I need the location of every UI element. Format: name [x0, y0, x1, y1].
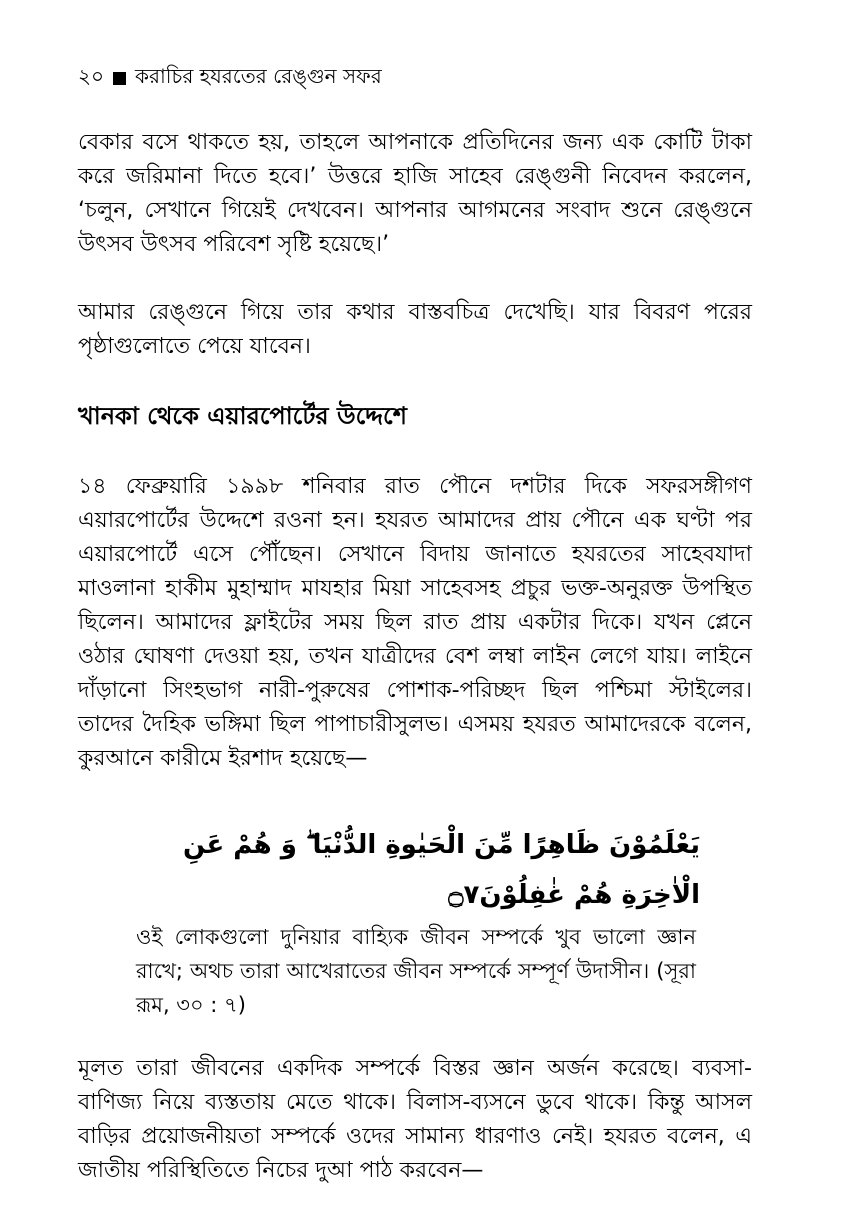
paragraph-2: আমার রেঙ্গুনে গিয়ে তার কথার বাস্তবচিত্র দেখেছি। যার বিবরণ পরের পৃষ্ঠাগুলোতে পেয়ে যাবেন। [78, 300, 752, 359]
page-number: ২০ [78, 64, 105, 88]
running-header [78, 62, 382, 95]
section-heading: খানকা থেকে এয়ারপোর্টের উদ্দেশে [78, 402, 407, 430]
quran-verse-arabic: يَعْلَمُوْنَ ظَاهِرًا مِّنَ الْحَيٰوةِ الدُّنْيَا ۖ وَ هُمْ عَنِ الْاٰخِرَةِ هُمْ غٰفِلُوْنَ۝۷ [183, 830, 700, 910]
square-bullet-icon [113, 72, 126, 85]
verse-translation: ওই লোকগুলো দুনিয়ার বাহ্যিক জীবন সম্পর্কে খুব ভালো জ্ঞান রাখে; অথচ তারা আখেরাতের জীবন সম্পর্কে সম্পূর্ণ উদাসীন। (সূরা রূম, ৩০ : ৭) [136, 925, 696, 1017]
paragraph-1: বেকার বসে থাকতে হয়, তাহলে আপনাকে প্রতিদিনের জন্য এক কোটি টাকা করে জরিমানা দিতে হবে।’ উত্তরে হাজি সাহেব রেঙ্গুনী নিবেদন করলেন, ‘চলুন, সেখানে গিয়েই দেখবেন। আপনার আগমনের সংবাদ শুনে রেঙ্গুনে উৎসব উৎসব পরিবেশ সৃষ্টি হয়েছে।’ [78, 130, 752, 257]
paragraph-4: মূলত তারা জীবনের একদিক সম্পর্কে বিস্তর জ্ঞান অর্জন করেছে। ব্যবসা-বাণিজ্য নিয়ে ব্যস্ততায় মেতে থাকে। বিলাস-ব্যসনে ডুবে থাকে। কিন্তু আসল বাড়ির প্রয়োজনীয়তা সম্পর্কে ওদের সামান্য ধারণাও নেই। হযরত বলেন, এ জাতীয় পরিস্থিতিতে নিচের দুআ পাঠ করবেন— [78, 1056, 752, 1183]
paragraph-3: ১৪ ফেব্রুয়ারি ১৯৯৮ শনিবার রাত পৌনে দশটার দিকে সফরসঙ্গীগণ এয়ারপোর্টের উদ্দেশে রওনা হন। হযরত আমাদের প্রায় পৌনে এক ঘণ্টা পর এয়ারপোর্টে এসে পৌঁছেন। সেখানে বিদায় জানাতে হযরতের সাহেবযাদা মাওলানা হাকীম মুহাম্মাদ মাযহার মিয়া সাহেবসহ প্রচুর ভক্ত-অনুরক্ত উপস্থিত ছিলেন। আমাদের ফ্লাইটের সময় ছিল রাত প্রায় একটার দিকে। যখন প্লেনে ওঠার ঘোষণা দেওয়া হয়, তখন যাত্রীদের বেশ লম্বা লাইন লেগে যায়। লাইনে দাঁড়ানো সিংহভাগ নারী-পুরুষের পোশাক-পরিচ্ছদ ছিল পশ্চিমা স্টাইলের। তাদের দৈহিক ভঙ্গিমা ছিল পাপাচারীসুলভ। এসময় হযরত আমাদেরকে বলেন, কুরআনে কারীমে ইরশাদ হয়েছে— [78, 474, 752, 771]
book-title: করাচির হযরতের রেঙ্গুন সফর [135, 64, 382, 88]
